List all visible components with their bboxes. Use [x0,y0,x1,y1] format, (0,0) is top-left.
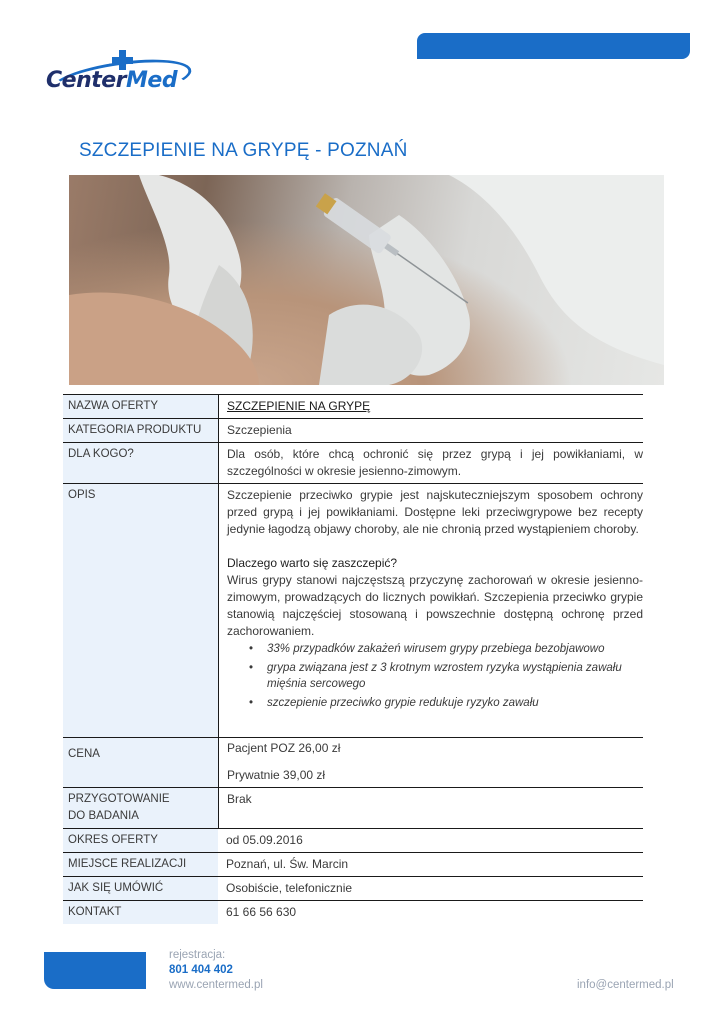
list-item: • 33% przypadków zakażeń wirusem grypy przebiega bezobjawowo [247,641,643,657]
row-label: DLA KOGO? [63,443,218,483]
row-label: OKRES OFERTY [63,829,218,852]
row-label: PRZYGOTOWANIE DO BADANIA [63,788,218,828]
row-value: Szczepienia [218,419,643,442]
vaccination-photo [69,175,664,385]
table-row [63,853,643,877]
registration-label: rejestracja: [169,949,226,961]
list-item: • szczepienie przeciwko grypie redukuje ryzyko zawału [247,695,643,711]
table-row [63,443,643,484]
logo-wordmark: CenterMed [46,68,178,93]
row-label: NAZWA OFERTY [63,395,218,418]
price-poz: Pacjent POZ 26,00 zł [227,741,341,755]
table-row [63,877,643,901]
description-value [218,484,643,737]
website-link[interactable]: www.centermed.pl [169,979,263,991]
header-accent-bar [417,33,690,59]
centermed-logo[interactable] [46,50,206,102]
table-row [63,788,643,829]
table-row [63,738,643,788]
contact-phone[interactable]: 61 66 56 630 [226,905,297,919]
offer-table [63,394,643,924]
price-value [218,738,643,787]
description-intro: Szczepienie przeciwko grypie jest najskuteczniejszym sposobem ochrony przed grypą i jej powikłaniami. Dostępne leki przeciwgrypowe bez recepty jedynie łagodzą objawy choroby, ale nie chronią przed wystąpieniem choroby. [227,488,643,536]
table-row [63,419,643,443]
page-title: SZCZEPIENIE NA GRYPĘ - POZNAŃ [79,140,408,161]
description-subheading: Dlaczego warto się zaszczepić? [227,556,398,570]
table-row [63,829,643,853]
row-value: Poznań, ul. Św. Marcin [226,857,349,871]
row-label: CENA [63,738,218,787]
row-value: od 05.09.2016 [226,833,303,847]
row-value: Brak [218,788,643,828]
registration-phone[interactable]: 801 404 402 [169,964,233,976]
row-value: Osobiście, telefonicznie [226,881,353,895]
price-private: Prywatnie 39,00 zł [227,768,326,782]
row-label: JAK SIĘ UMÓWIĆ [63,877,218,900]
offer-name-link[interactable]: SZCZEPIENIE NA GRYPĘ [227,399,371,413]
row-label: KONTAKT [63,901,218,924]
email-link[interactable]: info@centermed.pl [577,979,674,991]
description-body: Wirus grypy stanowi najczęstszą przyczynę zachorowań w okresie jesienno-zimowym, prowadzących do licznych powikłań. Szczepienia przeciwko grypie stanowią najczęściej stosowaną i powszechnie dostępną ochronę przed zachorowaniem. [227,573,643,638]
list-item: • grypa związana jest z 3 krotnym wzrostem ryzyka wystąpienia zawału mięśnia sercowego [247,660,643,692]
table-row [63,484,643,738]
benefits-list [227,641,643,711]
row-label: OPIS [63,484,218,737]
row-label: KATEGORIA PRODUKTU [63,419,218,442]
row-label: MIEJSCE REALIZACJI [63,853,218,876]
row-value: Dla osób, które chcą ochronić się przez grypą i jej powikłaniami, w szczególności w okresie jesienno-zimowym. [218,443,643,483]
footer-accent-bar [44,952,146,989]
table-row [63,394,643,419]
table-row [63,901,643,924]
offer-name-value [218,395,643,418]
